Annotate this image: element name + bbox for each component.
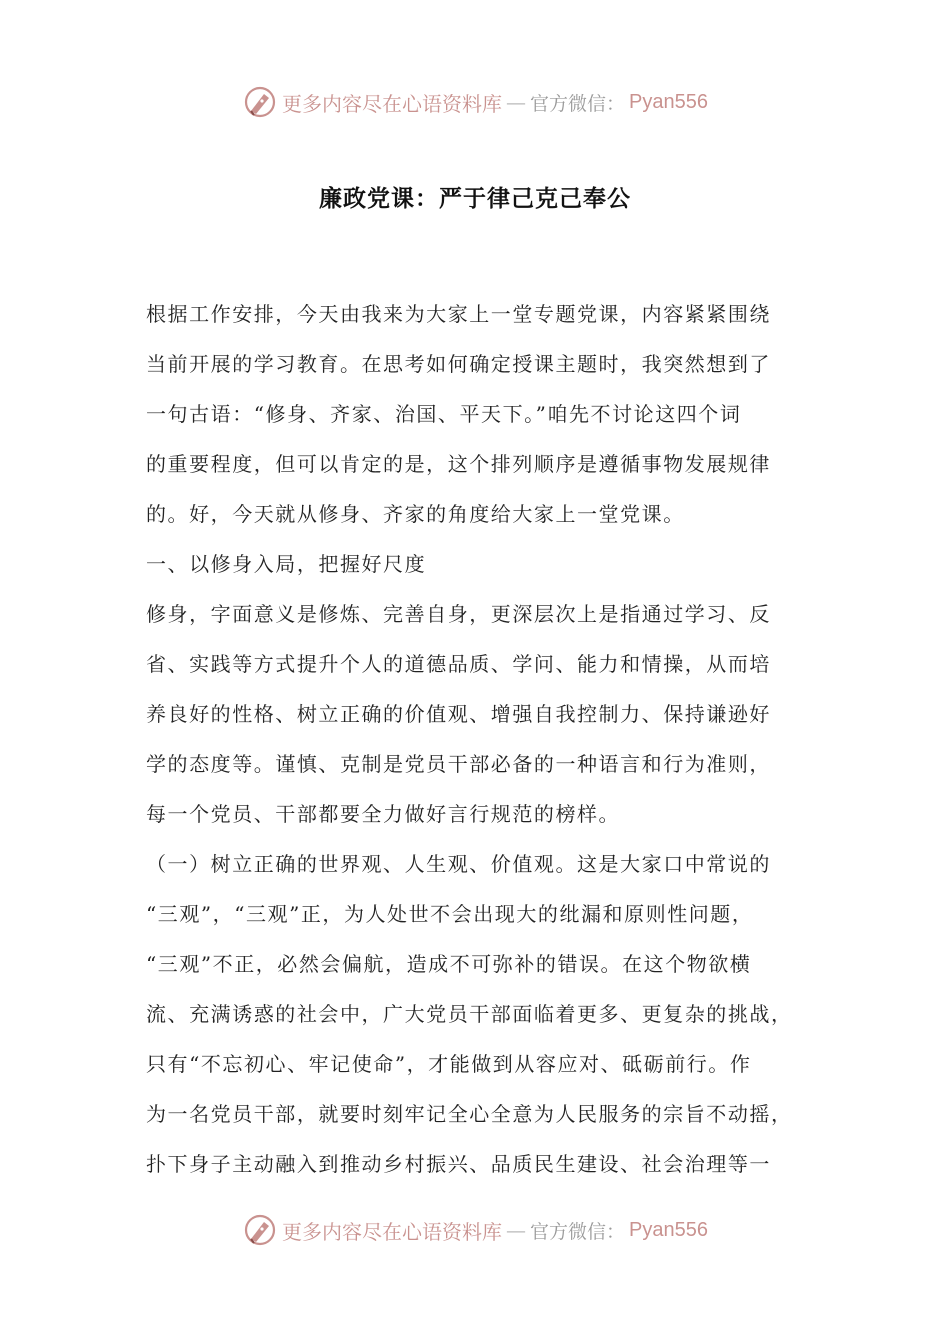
watermark-wechat-label: 官方微信： — [530, 1220, 626, 1243]
watermark-wechat-id: Pyan556 — [629, 1218, 708, 1241]
body-line: 的。好，今天就从修身、齐家的角度给大家上一堂党课。 — [146, 502, 685, 526]
body-line: 的重要程度，但可以肯定的是，这个排列顺序是遵循事物发展规律 — [146, 452, 771, 476]
body-line: 扑下身子主动融入到推动乡村振兴、品质民生建设、社会治理等一 — [146, 1152, 771, 1176]
body-line: 修身，字面意义是修炼、完善自身，更深层次上是指通过学习、反 — [146, 602, 771, 626]
body-line: 每一个党员、干部都要全力做好言行规范的榜样。 — [146, 802, 621, 826]
watermark-site-text: 更多内容尽在心语资料库 — [282, 1219, 502, 1244]
body-line: “三观”，“三观”正，为人处世不会出现大的纰漏和原则性问题， — [146, 902, 754, 926]
watermark-wechat-id: Pyan556 — [629, 90, 708, 113]
body-line: 只有“不忘初心、牢记使命”，才能做到从容应对、砥砺前行。作 — [146, 1052, 752, 1076]
document-title: 廉政党课：严于律己克己奉公 — [319, 185, 631, 212]
watermark-dash: — — [506, 1218, 526, 1242]
watermark-site-text: 更多内容尽在心语资料库 — [282, 91, 502, 116]
header-watermark — [0, 82, 950, 122]
body-line: 流、充满诱惑的社会中，广大党员干部面临着更多、更复杂的挑战， — [146, 1002, 793, 1026]
body-line: 学的态度等。谨慎、克制是党员干部必备的一种语言和行为准则， — [146, 752, 771, 776]
pen-nib-circle-icon — [242, 84, 278, 120]
body-line: 根据工作安排，今天由我来为大家上一堂专题党课，内容紧紧围绕 — [146, 302, 771, 326]
section-heading: 一、以修身入局，把握好尺度 — [146, 552, 427, 576]
body-line: 养良好的性格、树立正确的价值观、增强自我控制力、保持谦逊好 — [146, 702, 771, 726]
watermark-dash: — — [506, 90, 526, 114]
body-line: 省、实践等方式提升个人的道德品质、学问、能力和情操，从而培 — [146, 652, 771, 676]
document-body — [146, 289, 816, 1189]
body-line: 一句古语：“修身、齐家、治国、平天下。”咱先不讨论这四个词 — [146, 402, 742, 426]
body-line: 为一名党员干部，就要时刻牢记全心全意为人民服务的宗旨不动摇， — [146, 1102, 793, 1126]
watermark-wechat-label: 官方微信： — [530, 92, 626, 115]
body-line: “三观”不正，必然会偏航，造成不可弥补的错误。在这个物欲横 — [146, 952, 752, 976]
body-line: 当前开展的学习教育。在思考如何确定授课主题时，我突然想到了 — [146, 352, 771, 376]
body-line: （一）树立正确的世界观、人生观、价值观。这是大家口中常说的 — [146, 852, 771, 876]
pen-nib-circle-icon — [242, 1212, 278, 1248]
footer-watermark — [0, 1210, 950, 1250]
